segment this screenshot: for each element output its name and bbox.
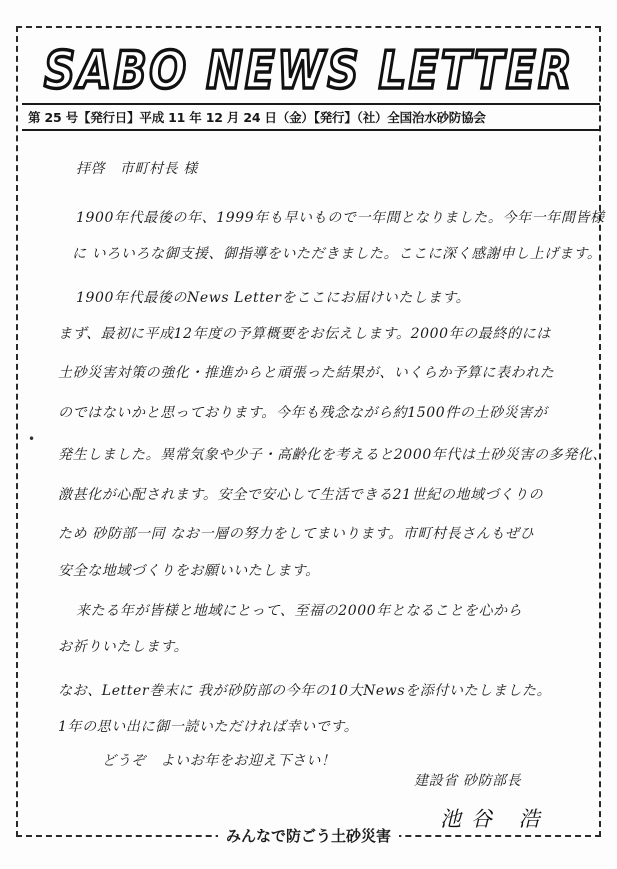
letter-line: 来たる年が皆様と地域にとって、至福の2000年となることを心から xyxy=(76,603,523,619)
signature-title: 建設省 砂防部長 xyxy=(414,773,522,789)
letter-line: 激甚化が心配されます。安全で安心して生活できる21世紀の地域づくりの xyxy=(58,487,544,503)
letter-line: お祈りいたします。 xyxy=(58,639,189,655)
footer xyxy=(0,823,617,853)
letter-line: に いろいろな御支援、御指導をいただきました。ここに深く感謝申し上げます。 xyxy=(72,246,602,262)
issue-info: 第 25 号【発行日】平成 11 年 12 月 24 日（金）【発行】（社）全国治水砂防協会 xyxy=(28,110,486,125)
letter-line: ため 砂防部一同 なお一層の努力をしてまいります。市町村長さんもぜひ xyxy=(58,526,535,542)
letter-line: 1900年代最後の年、1999年も早いもので一年間となりました。今年一年間皆様 xyxy=(76,210,605,226)
letter-line: のではないかと思っております。今年も残念ながら約1500件の土砂災害が xyxy=(58,405,548,421)
masthead-title-text: SABO NEWS LETTER xyxy=(44,41,574,101)
letter-greeting: 拝啓 市町村長 様 xyxy=(76,161,198,177)
letter-line: 1年の思い出に御一読いただければ幸いです。 xyxy=(58,719,359,735)
letter-line: 土砂災害対策の強化・推進からと頑張った結果が、いくらか予算に表われた xyxy=(58,365,555,381)
letter-line: 発生しました。異常気象や少子・高齢化を考えると2000年代は土砂災害の多発化、 xyxy=(58,447,608,463)
footer-slogan: みんなで防ごう土砂災害 xyxy=(218,823,399,849)
letter-closing: どうぞ よいお年をお迎え下さい！ xyxy=(102,753,336,769)
margin-mark: • xyxy=(28,432,36,446)
signature-name: 池谷 浩 xyxy=(440,807,550,831)
letter-line: なお、Letter巻末に 我が砂防部の今年の10大Newsを添付いたしました。 xyxy=(58,683,552,699)
letter-line: まず、最初に平成12年度の予算概要をお伝えします。2000年の最終的には xyxy=(58,326,551,342)
letter-line: 安全な地域づくりをお願いいたします。 xyxy=(58,563,320,579)
letter-line: 1900年代最後のNews Letterをここにお届けいたします。 xyxy=(76,290,471,306)
